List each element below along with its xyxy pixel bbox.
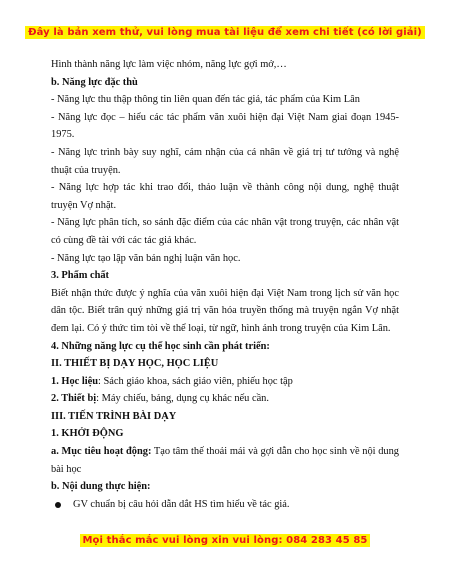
section-heading: b. Nội dung thực hiện: [51,481,151,493]
item-text: : Máy chiếu, bảng, dụng cụ khác nếu cần. [96,393,269,405]
bullet-icon [55,502,61,508]
item-label: a. Mục tiêu hoạt động: [51,446,152,458]
paragraph: - Năng lực đọc – hiểu các tác phẩm văn xuôi hiện đại Việt Nam giai đoạn 1945-1975. [51,111,399,141]
preview-notice-banner [0,27,450,38]
paragraph [51,443,399,478]
paragraph: - Năng lực trình bày suy nghĩ, cảm nhận của cá nhân về giá trị tư tưởng và nghệ thuật của truyện. [51,146,399,176]
bullet-item [51,496,399,514]
item-text: : Sách giáo khoa, sách giáo viên, phiếu học tập [98,375,293,387]
contact-banner [0,535,450,546]
section-heading: II. THIẾT BỊ DẠY HỌC, HỌC LIỆU [51,358,219,370]
paragraph: Hình thành năng lực làm việc nhóm, năng lực gợi mở,… [51,59,287,70]
section-heading: III. TIẾN TRÌNH BÀI DẠY [51,410,177,422]
paragraph: - Năng lực thu thập thông tin liên quan đến tác giả, tác phẩm của Kim Lân [51,94,360,106]
paragraph: - Năng lực phân tích, so sánh đặc điểm của các nhân vật trong truyện, các nhân vật có cùng đề tài với các tác giả khác. [51,217,399,246]
paragraph [51,373,399,391]
section-heading: 3. Phẩm chất [51,270,110,282]
section-heading: 4. Những năng lực cụ thể học sinh cần phát triển: [51,340,270,352]
paragraph [51,390,399,408]
item-text: Tạo tâm thế thoải mái và gợi dẫn cho học sinh về nội dung bài học [51,446,399,475]
document-body [51,56,399,513]
contact-text: Mọi thắc mắc vui lòng xin vui lòng: 084 283 45 85 [80,534,371,547]
section-heading: 1. KHỞI ĐỘNG [51,428,124,440]
paragraph: Biết nhận thức được ý nghĩa của văn xuôi hiện đại Việt Nam trong lịch sử văn học dân tộc. Biết trân quý những giá trị văn hóa truyền thống mà truyện ngắn Vợ nhặt đem lại. Có ý thức tìm tòi về thể loại, từ ngữ, hình ảnh trong truyện của Kim Lân. [51,287,399,334]
item-label: 1. Học liệu [51,375,99,387]
bullet-text: GV chuẩn bị câu hỏi dẫn dắt HS tìm hiểu về tác giả. [73,498,290,510]
paragraph: - Năng lực hợp tác khi trao đổi, thảo luận về thành công nội dung, nghệ thuật truyện Vợ nhặt. [51,182,399,211]
paragraph: - Năng lực tạo lập văn bản nghị luận văn học. [51,252,241,264]
section-heading: b. Năng lực đặc thù [51,76,138,88]
preview-notice-text: Đây là bản xem thử, vui lòng mua tài liệu để xem chi tiết (có lời giải) [25,26,425,39]
item-label: 2. Thiết bị [51,393,97,405]
